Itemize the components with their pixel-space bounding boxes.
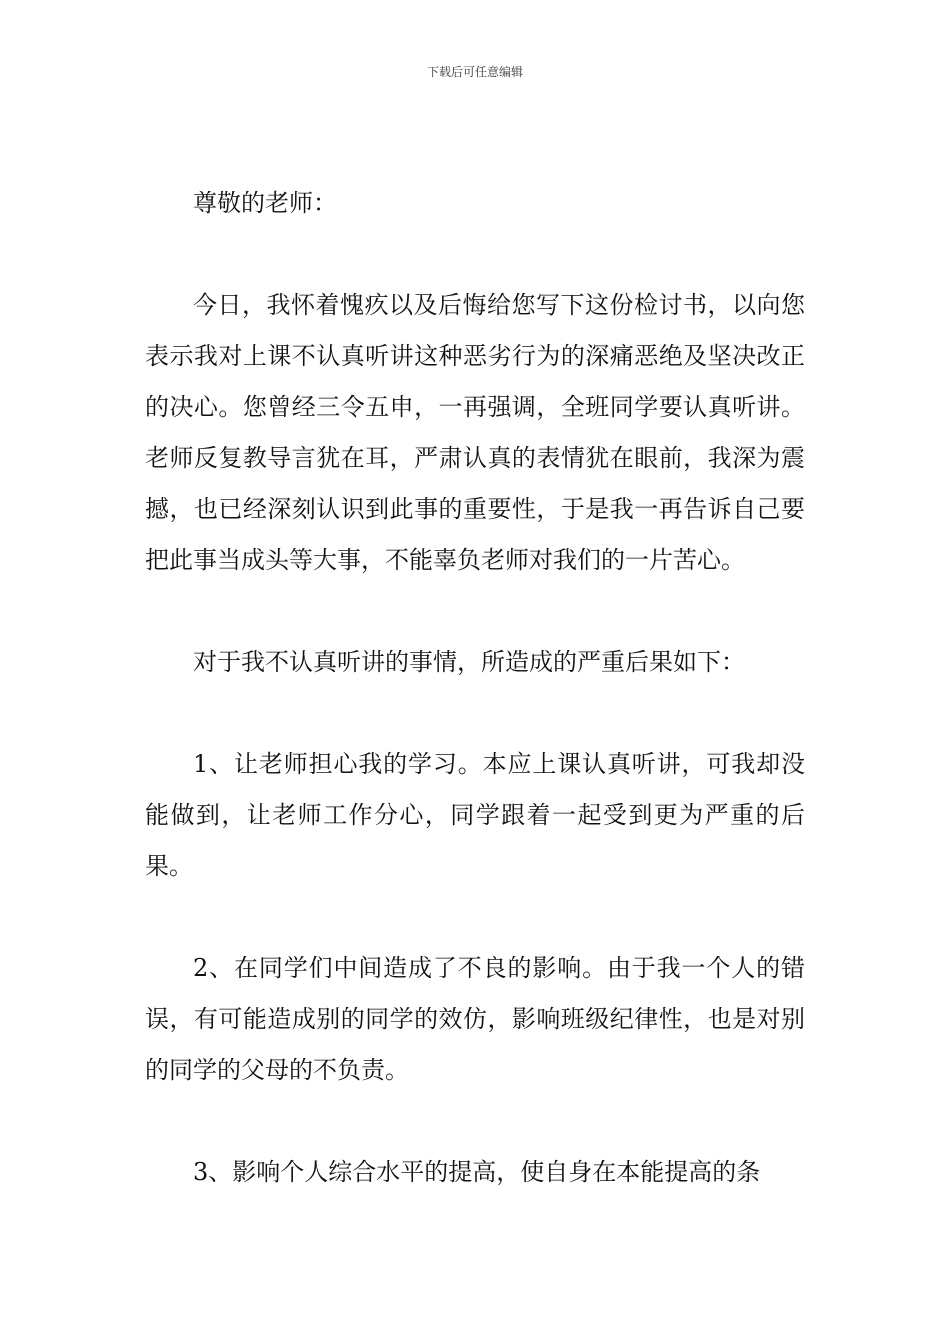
paragraph-consequences-heading: 对于我不认真听讲的事情，所造成的严重后果如下： bbox=[193, 648, 745, 676]
paragraph-gap bbox=[145, 892, 805, 943]
paragraph-gap bbox=[145, 229, 805, 280]
document-body bbox=[145, 178, 805, 1198]
salutation: 尊敬的老师： bbox=[193, 189, 337, 217]
page-header: 下载后可任意编辑 bbox=[426, 65, 523, 79]
paragraph-gap bbox=[145, 586, 805, 637]
paragraph-intro: 今日，我怀着愧疚以及后悔给您写下这份检讨书，以向您表示我对上课不认真听讲这种恶劣行为的深痛恶绝及坚决改正的决心。您曾经三令五申，一再强调，全班同学要认真听讲。老师反复教导言犹在耳，严肃认真的表情犹在眼前，我深为震撼，也已经深刻认识到此事的重要性，于是我一再告诉自己要把此事当成头等大事，不能辜负老师对我们的一片苦心。 bbox=[145, 291, 805, 574]
paragraph-point-1: 1、让老师担心我的学习。本应上课认真听讲，可我却没能做到，让老师工作分心，同学跟着一起受到更为严重的后果。 bbox=[145, 750, 805, 880]
paragraph-point-2: 2、在同学们中间造成了不良的影响。由于我一个人的错误，有可能造成别的同学的效仿，影响班级纪律性，也是对别的同学的父母的不负责。 bbox=[145, 954, 805, 1084]
paragraph-point-3: 3、影响个人综合水平的提高，使自身在本能提高的条 bbox=[193, 1158, 761, 1186]
paragraph-gap bbox=[145, 688, 805, 739]
paragraph-gap bbox=[145, 1096, 805, 1147]
